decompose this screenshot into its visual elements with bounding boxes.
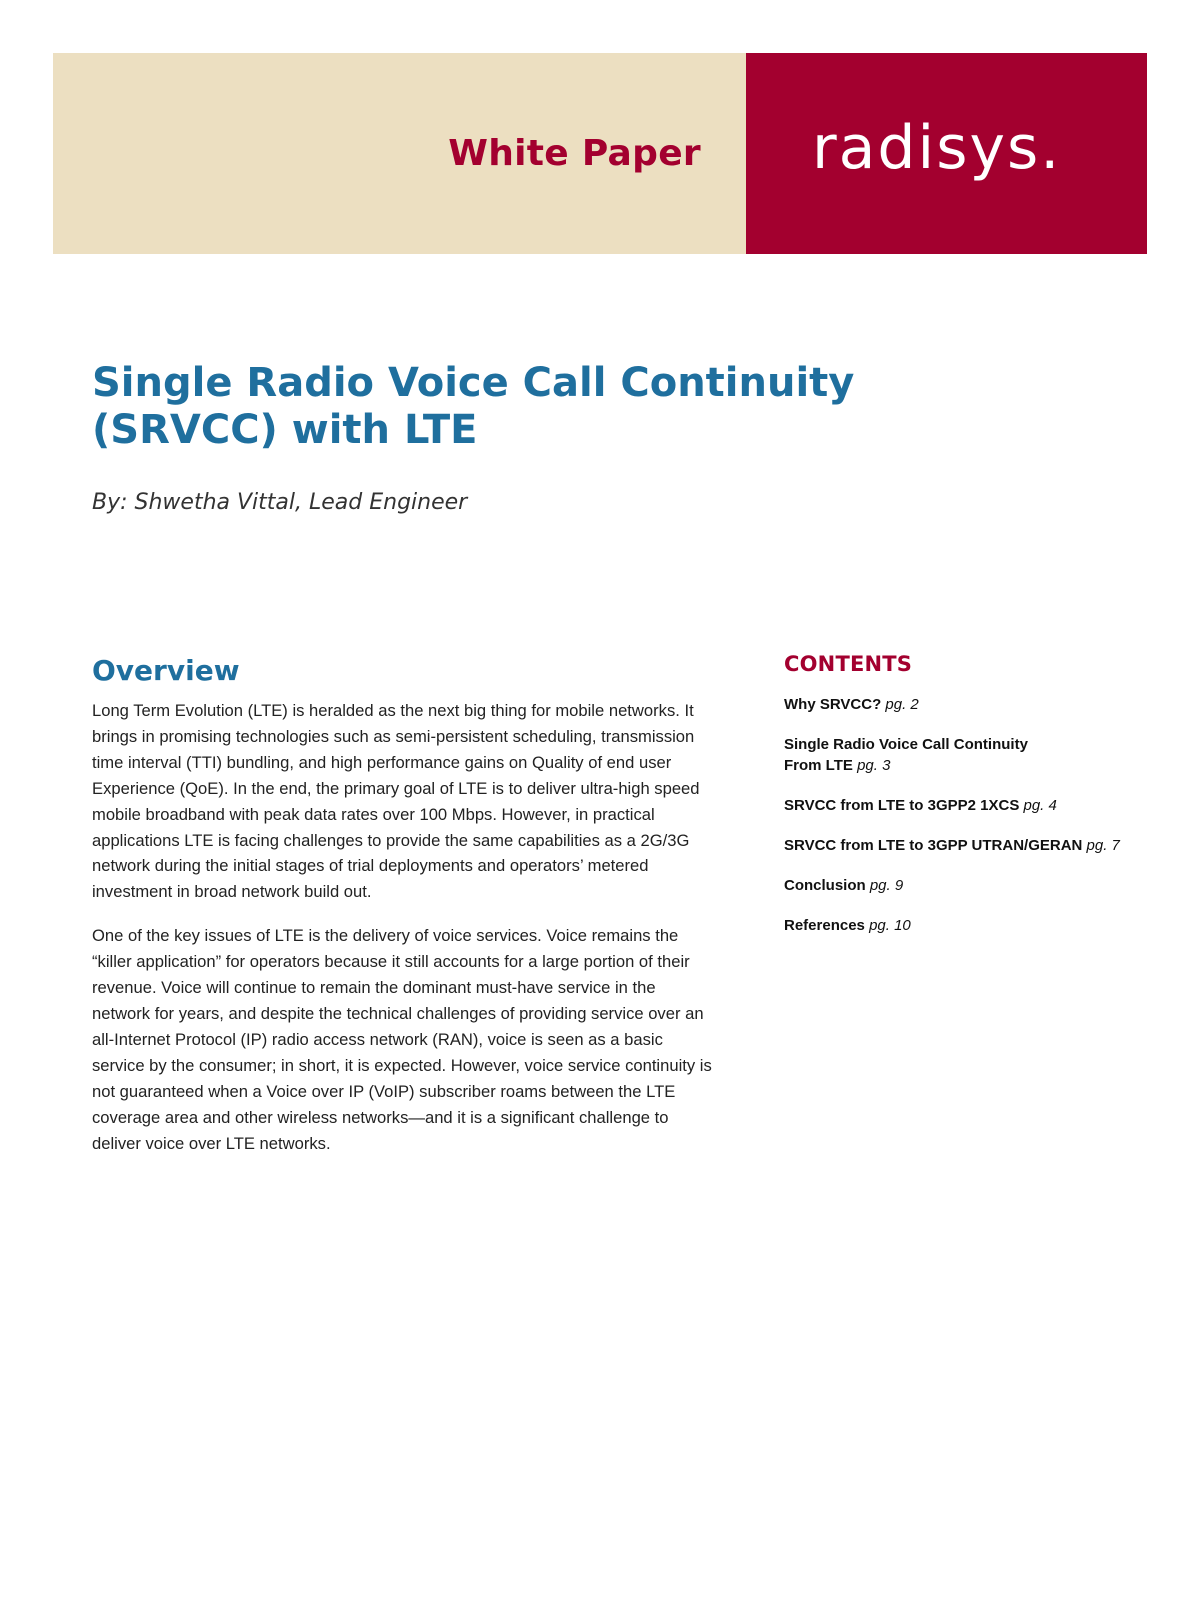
author-byline: By: Shwetha Vittal, Lead Engineer [92,490,468,515]
toc-item-title: SRVCC from LTE to 3GPP UTRAN/GERAN [784,837,1083,854]
title-line-1: Single Radio Voice Call Continuity [92,360,855,406]
toc-item-srvcc-3gpp2[interactable] [784,795,1164,816]
toc-item-page: pg. 3 [857,757,891,774]
toc-item-title: SRVCC from LTE to 3GPP2 1XCS [784,797,1020,814]
overview-paragraph-1: Long Term Evolution (LTE) is heralded as the next big thing for mobile networks. It brings in promising technologies such as semi-persistent scheduling, transmission time interval (TTI) bundling, and high performance gains on Quality of end user Experience (QoE). In the end, the primary goal of LTE is to deliver ultra-high speed mobile broadband with peak data rates over 100 Mbps. However, in practical applications LTE is facing challenges to provide the same capabilities as a 2G/3G network during the initial stages of trial deployments and operators’ metered investment in broad network build out. [92,701,700,902]
toc-item-title: References [784,917,865,934]
page-title [92,360,992,454]
banner-beige-panel [53,53,746,254]
table-of-contents [784,652,1164,955]
toc-item-why-srvcc[interactable] [784,694,1164,715]
overview-heading: Overview [92,654,240,687]
toc-item-page: pg. 4 [1023,797,1057,814]
toc-item-srvcc-3gpp[interactable] [784,835,1164,856]
overview-paragraph-2: One of the key issues of LTE is the delivery of voice services. Voice remains the “killer application” for operators because it still accounts for a large portion of their revenue. Voice will continue to remain the dominant must-have service in the network for years, and despite the technical challenges of providing service over an all-Internet Protocol (IP) radio access network (RAN), voice is seen as a basic service by the consumer; in short, it is expected. However, voice service continuity is not guaranteed when a Voice over IP (VoIP) subscriber roams between the LTE coverage area and other wireless networks—and it is a significant challenge to deliver voice over LTE networks. [92,926,712,1153]
banner-brand-panel [746,53,1147,254]
header-banner [53,53,1147,254]
radisys-logo: radisys. [812,113,1062,183]
toc-item-title: Why SRVCC? [784,696,882,713]
toc-item-page: pg. 9 [869,877,904,894]
toc-item-page: pg. 7 [1086,837,1120,854]
toc-item-conclusion[interactable] [784,875,1164,896]
toc-item-page: pg. 2 [885,696,919,713]
toc-item-title: Conclusion [784,877,866,894]
toc-item-title-line1: Single Radio Voice Call Continuity [784,736,1028,753]
toc-item-title-line2: From LTE [784,757,853,774]
overview-body [92,698,717,1174]
toc-item-page: pg. 10 [869,917,911,934]
contents-heading: CONTENTS [784,652,913,676]
toc-item-references[interactable] [784,915,1164,936]
title-line-2: (SRVCC) with LTE [92,407,478,453]
toc-item-srvcc-from-lte[interactable] [784,734,1164,776]
document-type-label: White Paper [448,133,701,174]
